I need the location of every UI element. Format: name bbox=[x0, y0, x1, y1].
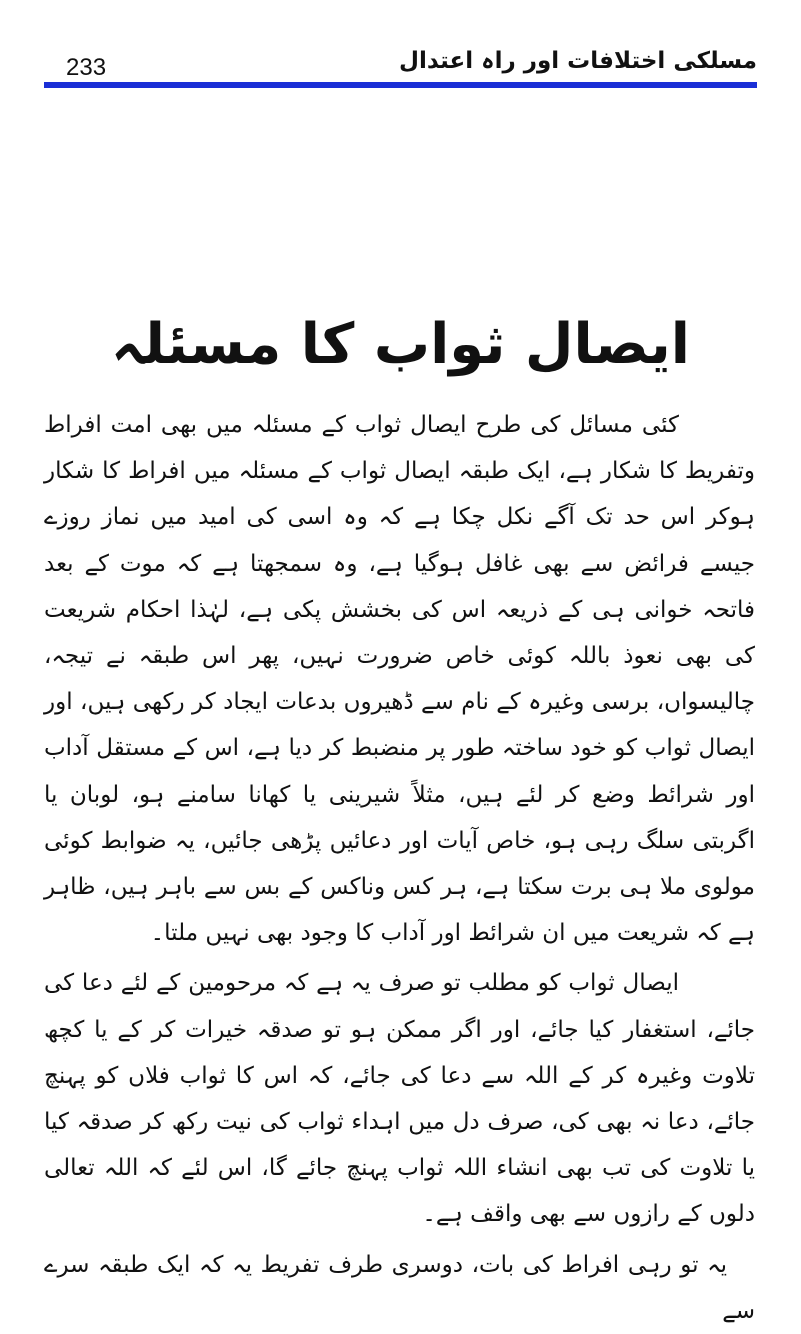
page-header bbox=[44, 40, 757, 84]
paragraph-3: یہ تو رہی افراط کی بات، دوسری طرف تفریط یہ کہ ایک طبقہ سرے سے bbox=[44, 1251, 755, 1324]
chapter-title: ایصال ثواب کا مسئلہ bbox=[111, 312, 690, 377]
body-text bbox=[44, 402, 755, 1334]
page-number: 233 bbox=[66, 54, 107, 81]
running-title: مسلکی اختلافات اور راہ اعتدال bbox=[399, 48, 757, 74]
paragraph-1: کئی مسائل کی طرح ایصال ثواب کے مسئلہ میں بھی امت افراط وتفریط کا شکار ہے، ایک طبقہ ایصال ثواب کے مسئلہ میں افراط کا شکار ہوکر اس حد تک آگے نکل چکا ہے کہ وہ اسی کی امید میں نماز روزے جیسے فرائض سے بھی غافل ہوگیا ہے، وہ سمجھتا ہے کہ موت کے بعد فاتحہ خوانی ہی کے ذریعہ اس کی بخشش پکی ہے، لہٰذا احکام شریعت کی بھی نعوذ باللہ کوئی خاص ضرورت نہیں، پھر اس طبقہ نے تیجہ، چالیسواں، برسی وغیرہ کے نام سے ڈھیروں بدعات ایجاد کر رکھی ہیں، اور ایصال ثواب کو خود ساختہ طور پر منضبط کر دیا ہے، اس کے مستقل آداب اور شرائط وضع کر لئے ہیں، مثلاً شیرینی یا کھانا سامنے ہو، لوبان یا اگربتی سلگ رہی ہو، خاص آیات اور دعائیں پڑھی جائیں، یہ ضوابط کوئی مولوی ملا ہی برت سکتا ہے، ہر کس وناکس کے بس سے باہر ہیں، ظاہر ہے کہ شریعت میں ان شرائط اور آداب کا وجود بھی نہیں ملتا۔ bbox=[44, 412, 755, 947]
paragraph-2: ایصال ثواب کو مطلب تو صرف یہ ہے کہ مرحومین کے لئے دعا کی جائے، استغفار کیا جائے، اور اگر ممکن ہو تو صدقہ خیرات کر کے یا کچھ تلاوت وغیرہ کر کے اللہ سے دعا کی جائے، کہ اس کا ثواب فلاں کو پہنچ جائے، دعا نہ بھی کی، صرف دل میں اہداء ثواب کی نیت رکھ کر صدقہ کیا یا تلاوت کی تب بھی انشاء اللہ ثواب پہنچ جائے گا، اس لئے کہ اللہ تعالی دلوں کے رازوں سے بھی واقف ہے۔ bbox=[44, 970, 755, 1228]
header-rule bbox=[44, 82, 757, 88]
